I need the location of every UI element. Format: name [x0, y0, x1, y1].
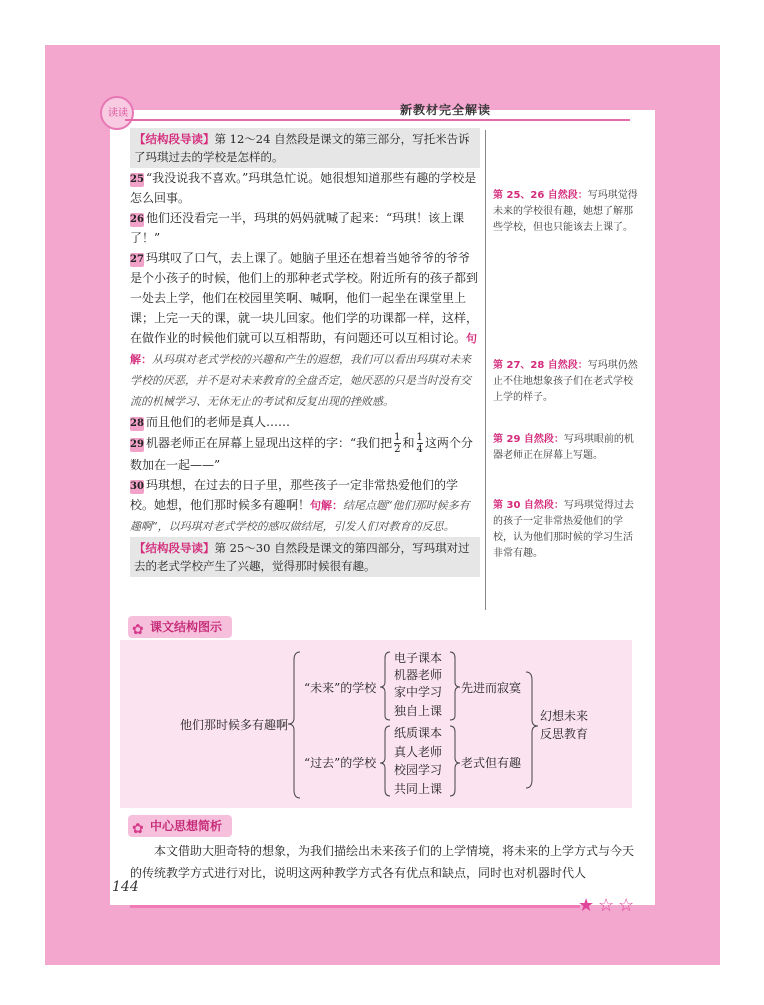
paragraph-number: 27 — [130, 254, 144, 265]
future-item: 家中学习 — [394, 685, 443, 699]
diagram-root: 他们那时候多有趣啊 — [180, 718, 289, 732]
past-item: 真人老师 — [394, 745, 443, 759]
future-item: 机器老师 — [394, 668, 443, 682]
side-note — [493, 358, 641, 406]
side-note — [493, 432, 641, 464]
section-title: 中心思想简析 — [150, 819, 223, 833]
conclusion-item: 反思教育 — [540, 727, 589, 741]
paragraph-30 — [130, 475, 480, 537]
fraction-numerator: 1 — [416, 432, 423, 443]
side-note-text: 写玛琪觉得过去的孩子一定非常热爱他们的学校，认为他们那时候的学习生活非常有趣。 — [493, 500, 634, 559]
guide-text: 第 25～30 自然段是课文的第四部分，写玛琪对过去的老式学校产生了兴趣，觉得那时候很有趣。 — [134, 541, 470, 573]
past-item: 纸质课本 — [394, 726, 443, 740]
brace-root — [288, 652, 300, 798]
book-title: 新教材完全解读 — [400, 103, 492, 117]
side-note-text: 写玛琪觉得未来的学校很有趣，她想了解那些学校，但也只能该去上课了。 — [493, 190, 638, 233]
fraction-numerator: 1 — [394, 432, 401, 443]
future-label: “未来”的学校 — [304, 681, 377, 695]
note-text: 结尾点题“他们那时候多有趣啊”，以玛琪对老式学校的感叹做结尾，引发人们对教育的反思。 — [130, 499, 470, 533]
fraction-quarter — [417, 432, 423, 455]
future-summary: 先进而寂寞 — [461, 681, 522, 695]
note-label: 句解： — [310, 499, 344, 512]
flower-icon: ✿ — [132, 821, 144, 837]
paragraph-text: 这两个分数加在一起——” — [130, 436, 473, 472]
paragraph-29 — [130, 432, 480, 475]
main-text — [130, 128, 480, 577]
side-note-label: 第 25、26 自然段： — [493, 190, 588, 201]
past-label: “过去”的学校 — [304, 756, 377, 770]
fraction-denominator: 2 — [394, 444, 401, 455]
logo-badge — [100, 96, 134, 130]
footer-rule — [130, 905, 580, 908]
column-divider — [485, 130, 486, 610]
side-note-text: 写玛琪仍然止不住地想象孩子们在老式学校上学的样子。 — [493, 360, 638, 403]
paragraph-text: 玛琪想，在过去的日子里，那些孩子一定非常热爱他们的学校。她想，他们那时候多有趣啊！ — [130, 478, 459, 512]
structure-diagram — [120, 640, 632, 808]
brace-future-right — [450, 652, 460, 720]
structure-guide — [130, 128, 480, 168]
paragraph-28 — [130, 412, 480, 432]
side-note-label: 第 29 自然段： — [493, 434, 564, 445]
star-icon: ☆ — [618, 895, 635, 916]
brace-past-right — [450, 726, 460, 796]
side-note — [493, 498, 641, 562]
paragraph-text: “我没说我不喜欢。”玛琪急忙说。她很想知道那些有趣的学校是怎么回事。 — [130, 171, 477, 205]
paragraph-text: 而且他们的老师是真人…… — [146, 415, 291, 429]
section-heading-structure — [128, 616, 232, 638]
logo-text: 读读 — [108, 108, 128, 119]
note-text: 从玛琪对老式学校的兴趣和产生的遐想，我们可以看出玛琪对未来学校的厌恶，并不是对未来教育的全盘否定，她厌恶的只是当时没有交流的机械学习、无休无止的考试和反复出现的挫败感。 — [130, 353, 471, 408]
side-note-label: 第 30 自然段： — [493, 500, 564, 511]
brace-future — [380, 652, 390, 720]
note-label: 句解： — [130, 332, 478, 366]
future-item: 独自上课 — [394, 704, 443, 718]
brace-past — [380, 726, 390, 796]
guide-label: 【结构段导读】 — [134, 541, 215, 555]
paragraph-number: 29 — [130, 439, 144, 450]
flower-icon: ✿ — [132, 622, 144, 638]
side-note-text: 写玛琪眼前的机器老师正在屏幕上写题。 — [493, 434, 634, 461]
paragraph-text: 他们还没看完一半，玛琪的妈妈就喊了起来：“玛琪！该上课了！” — [130, 211, 465, 245]
section-title: 课文结构图示 — [150, 620, 223, 634]
section-heading-theme — [128, 815, 232, 837]
side-note — [493, 188, 641, 236]
structure-guide — [130, 537, 480, 577]
paragraph-27 — [130, 248, 480, 412]
star-icon: ☆ — [598, 895, 615, 916]
paragraph-text: 玛琪叹了口气，去上课了。她脑子里还在想着当她爷爷的爷爷是个小孩子的时候，他们上的那种老式学校。附近所有的孩子都到一处去上学，他们在校园里笑啊、喊啊，他们一起坐在课堂里上课；上完一天的课，就一块儿回家。他们学的功课都一样，这样，在做作业的时候他们就可以互相帮助，有问题还可以互相讨论。 — [130, 251, 479, 345]
paragraph-text: 机器老师正在屏幕上显现出这样的字：“我们把 — [146, 436, 393, 450]
paragraph-number: 28 — [130, 418, 144, 429]
brace-conclusion — [526, 672, 538, 788]
fraction-half — [394, 432, 400, 455]
paragraph-number: 26 — [130, 214, 144, 225]
star-icon: ★ — [578, 895, 595, 916]
fraction-denominator: 4 — [416, 444, 423, 455]
theme-summary: 本文借助大胆奇特的想象，为我们描绘出未来孩子们的上学情境，将未来的上学方式与今天的传统教学方式进行对比，说明这两种教学方式各有优点和缺点，同时也对机器时代人 — [130, 844, 635, 880]
past-item: 共同上课 — [394, 782, 443, 796]
guide-text: 第 12～24 自然段是课文的第三部分，写托米告诉了玛琪过去的学校是怎样的。 — [134, 132, 470, 164]
side-note-label: 第 27、28 自然段： — [493, 360, 588, 371]
paragraph-number: 30 — [130, 481, 144, 492]
page-number: 144 — [112, 879, 139, 895]
paragraph-number: 25 — [130, 174, 144, 185]
paragraph-26 — [130, 208, 480, 248]
past-item: 校园学习 — [394, 763, 443, 777]
paragraph-text: 和 — [402, 436, 415, 450]
future-item: 电子课本 — [394, 651, 443, 665]
paragraph-25 — [130, 168, 480, 208]
conclusion-item: 幻想未来 — [540, 709, 589, 723]
header-rule — [125, 119, 630, 121]
diagram-svg — [120, 640, 632, 808]
guide-label: 【结构段导读】 — [134, 132, 215, 146]
past-summary: 老式但有趣 — [461, 756, 522, 770]
